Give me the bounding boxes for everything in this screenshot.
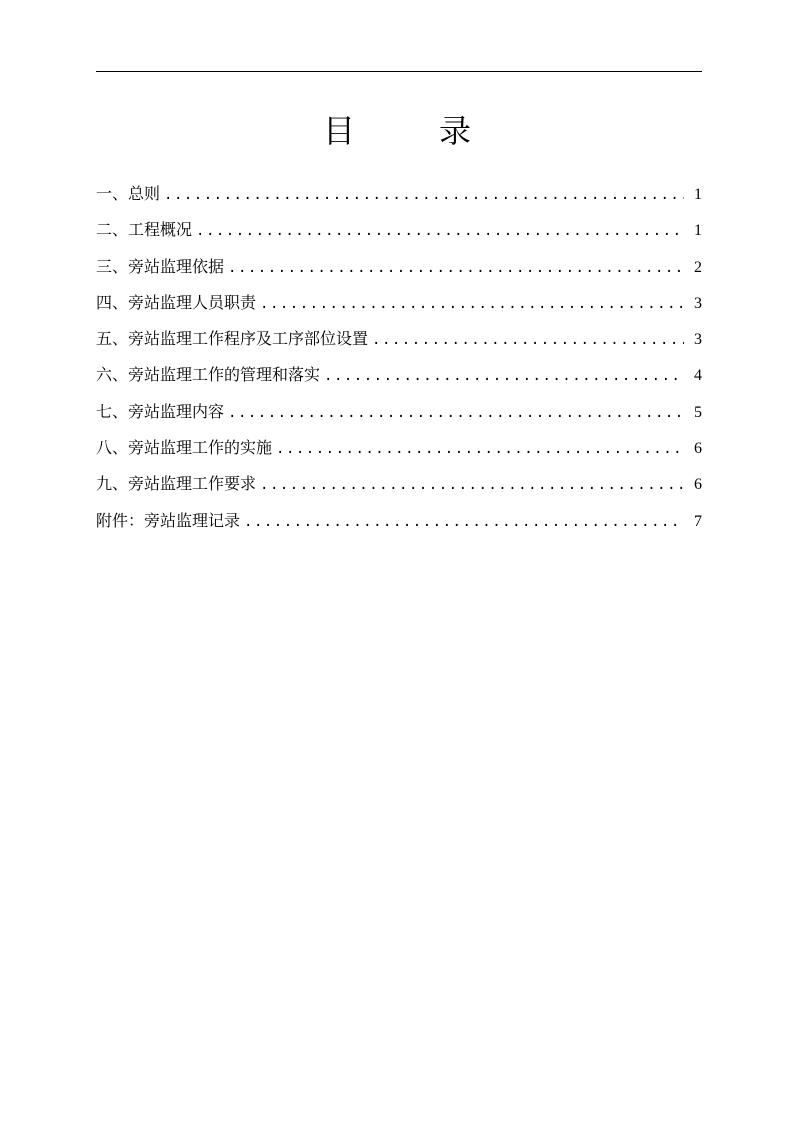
toc-entry-label: 附件：旁站监理记录 (96, 510, 241, 530)
toc-page-number: 3 (694, 294, 702, 312)
toc-entry-basis[interactable] (96, 249, 702, 285)
toc-entry-label: 八、旁站监理工作的实施 (96, 438, 273, 458)
toc-dot-leader (196, 213, 684, 249)
toc-entry-project-overview[interactable] (96, 212, 702, 248)
toc-entry-label: 三、旁站监理依据 (96, 256, 225, 276)
toc-entry-label: 五、旁站监理工作程序及工序部位设置 (96, 329, 369, 349)
toc-entry-label: 六、旁站监理工作的管理和落实 (96, 365, 321, 385)
toc-entry-label: 二、工程概况 (96, 220, 193, 240)
toc-dot-leader (276, 431, 684, 467)
toc-entry-management[interactable] (96, 357, 702, 393)
toc-page-number: 5 (694, 403, 702, 421)
toc-entry-procedures[interactable] (96, 321, 702, 357)
toc-title (0, 107, 794, 155)
toc-page-number: 1 (694, 186, 702, 203)
toc-dot-leader (228, 250, 684, 286)
toc-dot-leader (228, 395, 684, 431)
toc-entry-label: 七、旁站监理内容 (96, 401, 225, 421)
toc-title-char-1: 目 (322, 112, 355, 151)
toc-page-number: 6 (694, 476, 702, 494)
toc-entry-implementation[interactable] (96, 430, 702, 466)
toc-page-number: 3 (694, 331, 702, 349)
toc-dot-leader (260, 467, 684, 503)
toc-entry-appendix[interactable] (96, 503, 702, 539)
toc-dot-leader (164, 177, 684, 213)
toc-entry-requirements[interactable] (96, 466, 702, 502)
toc-page-number: 7 (694, 512, 702, 530)
toc-dot-leader (244, 504, 684, 540)
toc-entry-label: 九、旁站监理工作要求 (96, 474, 257, 494)
header-rule (96, 71, 702, 72)
toc-entry-general[interactable] (96, 176, 702, 212)
toc-dot-leader (324, 358, 684, 394)
toc-entry-responsibilities[interactable] (96, 285, 702, 321)
toc-page-number: 4 (694, 367, 702, 385)
toc-list (96, 176, 702, 539)
toc-entry-label: 四、旁站监理人员职责 (96, 292, 257, 312)
toc-dot-leader (372, 322, 684, 358)
toc-page-number: 6 (694, 440, 702, 458)
toc-title-char-2: 录 (439, 112, 472, 151)
toc-page-number: 2 (694, 258, 702, 276)
toc-entry-label: 一、总则 (96, 184, 161, 203)
toc-dot-leader (260, 286, 684, 322)
toc-entry-content[interactable] (96, 394, 702, 430)
toc-page-number: 1 (694, 222, 702, 240)
